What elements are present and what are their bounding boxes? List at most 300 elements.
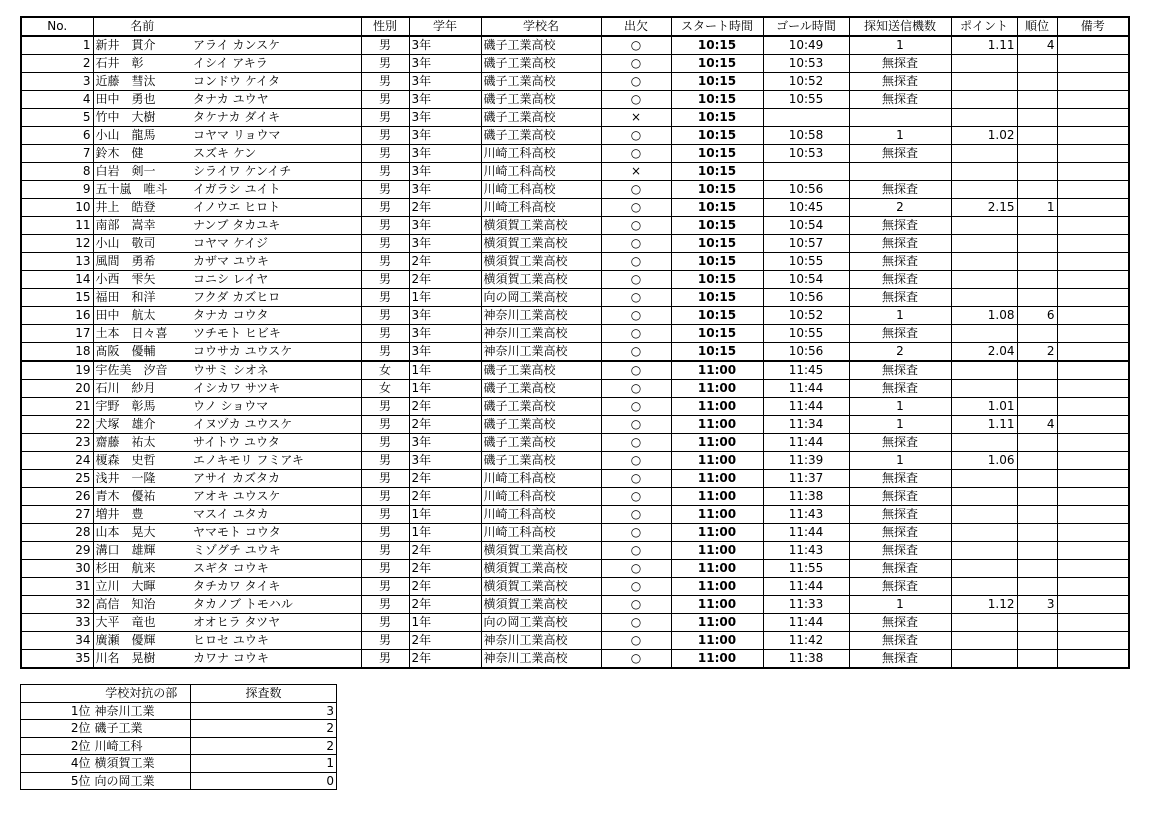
cell-attendance: ○ — [601, 36, 671, 55]
cell-transmitters: 1 — [849, 416, 951, 434]
cell-points: 1.12 — [951, 596, 1017, 614]
table-row — [21, 325, 1129, 343]
cell-goal: 10:53 — [763, 55, 849, 73]
table-row — [21, 542, 1129, 560]
cell-attendance: ○ — [601, 361, 671, 380]
cell-no: 33 — [21, 614, 93, 632]
cell-notes — [1057, 163, 1129, 181]
cell-rank — [1017, 434, 1057, 452]
table-row — [21, 73, 1129, 91]
cell-no: 28 — [21, 524, 93, 542]
cell-rank — [1017, 488, 1057, 506]
cell-kana: シライワ ケンイチ — [191, 163, 361, 181]
cell-school: 川崎工科高校 — [481, 524, 601, 542]
cell-name: 風間 勇希 — [93, 253, 191, 271]
table-row — [21, 181, 1129, 199]
cell-no: 11 — [21, 217, 93, 235]
cell-notes — [1057, 343, 1129, 362]
table-row — [21, 596, 1129, 614]
cell-kana: アサイ カズタカ — [191, 470, 361, 488]
table-row — [21, 109, 1129, 127]
cell-name: 立川 大暉 — [93, 578, 191, 596]
cell-kana: イガラシ ユイト — [191, 181, 361, 199]
cell-rank — [1017, 398, 1057, 416]
cell-name: 小西 雫矢 — [93, 271, 191, 289]
cell-attendance: ○ — [601, 343, 671, 362]
cell-grade: 2年 — [409, 488, 481, 506]
cell-goal: 10:57 — [763, 235, 849, 253]
table-row — [21, 145, 1129, 163]
school-cell-school: 磯子工業 — [93, 720, 191, 738]
cell-school: 川崎工科高校 — [481, 199, 601, 217]
cell-school: 川崎工科高校 — [481, 145, 601, 163]
cell-no: 19 — [21, 361, 93, 380]
cell-school: 磯子工業高校 — [481, 91, 601, 109]
cell-points — [951, 434, 1017, 452]
cell-transmitters: 2 — [849, 343, 951, 362]
school-ranking-body — [21, 702, 337, 790]
cell-rank: 4 — [1017, 416, 1057, 434]
table-row — [21, 55, 1129, 73]
cell-school: 磯子工業高校 — [481, 416, 601, 434]
cell-school: 神奈川工業高校 — [481, 632, 601, 650]
cell-goal: 11:37 — [763, 470, 849, 488]
cell-grade: 1年 — [409, 524, 481, 542]
table-row — [21, 560, 1129, 578]
cell-rank — [1017, 632, 1057, 650]
cell-grade: 2年 — [409, 470, 481, 488]
cell-points — [951, 488, 1017, 506]
table-row — [21, 632, 1129, 650]
cell-transmitters: 無探査 — [849, 542, 951, 560]
cell-start: 11:00 — [671, 506, 763, 524]
cell-transmitters: 無探査 — [849, 55, 951, 73]
cell-grade: 2年 — [409, 650, 481, 669]
cell-points — [951, 289, 1017, 307]
cell-transmitters: 1 — [849, 596, 951, 614]
cell-attendance: ○ — [601, 596, 671, 614]
cell-notes — [1057, 470, 1129, 488]
cell-points: 1.01 — [951, 398, 1017, 416]
cell-school: 磯子工業高校 — [481, 73, 601, 91]
cell-goal: 10:49 — [763, 36, 849, 55]
cell-school: 横須賀工業高校 — [481, 271, 601, 289]
cell-start: 11:00 — [671, 434, 763, 452]
cell-no: 5 — [21, 109, 93, 127]
cell-start: 11:00 — [671, 614, 763, 632]
cell-transmitters: 無探査 — [849, 578, 951, 596]
cell-points — [951, 361, 1017, 380]
cell-name: 五十嵐 唯斗 — [93, 181, 191, 199]
cell-points — [951, 650, 1017, 669]
table-row — [21, 163, 1129, 181]
cell-rank: 3 — [1017, 596, 1057, 614]
cell-transmitters: 1 — [849, 452, 951, 470]
cell-grade: 3年 — [409, 307, 481, 325]
cell-name: 宇野 彰馬 — [93, 398, 191, 416]
cell-no: 10 — [21, 199, 93, 217]
cell-attendance: ○ — [601, 325, 671, 343]
cell-attendance: ○ — [601, 434, 671, 452]
cell-start: 11:00 — [671, 650, 763, 669]
table-row — [21, 253, 1129, 271]
school-cell-school: 横須賀工業 — [93, 755, 191, 773]
cell-name: 田中 航太 — [93, 307, 191, 325]
cell-no: 26 — [21, 488, 93, 506]
cell-notes — [1057, 55, 1129, 73]
cell-kana: イシカワ サツキ — [191, 380, 361, 398]
cell-gender: 男 — [361, 614, 409, 632]
cell-notes — [1057, 271, 1129, 289]
cell-points — [951, 524, 1017, 542]
cell-school: 川崎工科高校 — [481, 488, 601, 506]
cell-grade: 2年 — [409, 596, 481, 614]
cell-gender: 男 — [361, 578, 409, 596]
cell-attendance: ○ — [601, 217, 671, 235]
cell-rank: 1 — [1017, 199, 1057, 217]
cell-start: 11:00 — [671, 452, 763, 470]
cell-grade: 1年 — [409, 289, 481, 307]
cell-school: 横須賀工業高校 — [481, 253, 601, 271]
cell-rank — [1017, 91, 1057, 109]
cell-notes — [1057, 380, 1129, 398]
cell-grade: 3年 — [409, 181, 481, 199]
cell-transmitters — [849, 109, 951, 127]
cell-notes — [1057, 145, 1129, 163]
cell-rank — [1017, 542, 1057, 560]
cell-start: 10:15 — [671, 109, 763, 127]
cell-gender: 男 — [361, 416, 409, 434]
cell-school: 向の岡工業高校 — [481, 614, 601, 632]
cell-transmitters: 1 — [849, 36, 951, 55]
cell-goal: 10:45 — [763, 199, 849, 217]
cell-rank — [1017, 289, 1057, 307]
cell-start: 11:00 — [671, 416, 763, 434]
cell-attendance: ○ — [601, 199, 671, 217]
cell-goal: 10:56 — [763, 181, 849, 199]
cell-name: 石井 彰 — [93, 55, 191, 73]
cell-grade: 1年 — [409, 506, 481, 524]
cell-transmitters: 無探査 — [849, 289, 951, 307]
cell-points — [951, 542, 1017, 560]
cell-attendance: ○ — [601, 398, 671, 416]
cell-grade: 2年 — [409, 560, 481, 578]
table-row — [21, 470, 1129, 488]
cell-kana: スギタ コウキ — [191, 560, 361, 578]
cell-notes — [1057, 235, 1129, 253]
cell-points — [951, 271, 1017, 289]
cell-goal: 11:34 — [763, 416, 849, 434]
cell-gender: 男 — [361, 289, 409, 307]
cell-notes — [1057, 307, 1129, 325]
cell-gender: 男 — [361, 127, 409, 145]
cell-school: 川崎工科高校 — [481, 470, 601, 488]
cell-points — [951, 253, 1017, 271]
cell-name: 土本 日々喜 — [93, 325, 191, 343]
cell-start: 10:15 — [671, 55, 763, 73]
table-row — [21, 36, 1129, 55]
cell-start: 11:00 — [671, 596, 763, 614]
cell-attendance: ○ — [601, 145, 671, 163]
school-cell-rank: 5位 — [21, 772, 93, 790]
cell-start: 10:15 — [671, 253, 763, 271]
cell-attendance: ○ — [601, 488, 671, 506]
table-row — [21, 91, 1129, 109]
cell-transmitters: 無探査 — [849, 632, 951, 650]
cell-no: 22 — [21, 416, 93, 434]
cell-transmitters: 無探査 — [849, 145, 951, 163]
cell-school: 横須賀工業高校 — [481, 596, 601, 614]
cell-kana: マスイ ユタカ — [191, 506, 361, 524]
cell-gender: 男 — [361, 542, 409, 560]
cell-start: 10:15 — [671, 145, 763, 163]
cell-transmitters: 無探査 — [849, 470, 951, 488]
cell-start: 11:00 — [671, 578, 763, 596]
cell-name: 石川 紗月 — [93, 380, 191, 398]
school-cell-school: 川崎工科 — [93, 737, 191, 755]
cell-gender: 男 — [361, 398, 409, 416]
cell-kana: アオキ ユウスケ — [191, 488, 361, 506]
table-row — [21, 650, 1129, 669]
cell-attendance: ○ — [601, 380, 671, 398]
cell-name: 竹中 大樹 — [93, 109, 191, 127]
cell-points — [951, 73, 1017, 91]
cell-school: 横須賀工業高校 — [481, 217, 601, 235]
cell-name: 井上 皓登 — [93, 199, 191, 217]
cell-grade: 3年 — [409, 452, 481, 470]
results-body — [21, 36, 1129, 668]
cell-points — [951, 235, 1017, 253]
cell-kana: オオヒラ タツヤ — [191, 614, 361, 632]
header-gender: 性別 — [361, 17, 409, 36]
cell-gender: 男 — [361, 488, 409, 506]
cell-start: 11:00 — [671, 398, 763, 416]
header-attendance: 出欠 — [601, 17, 671, 36]
cell-start: 10:15 — [671, 127, 763, 145]
cell-notes — [1057, 488, 1129, 506]
cell-gender: 男 — [361, 307, 409, 325]
cell-goal: 10:55 — [763, 253, 849, 271]
cell-kana: アライ カンスケ — [191, 36, 361, 55]
cell-notes — [1057, 398, 1129, 416]
cell-goal: 11:44 — [763, 380, 849, 398]
cell-goal: 11:43 — [763, 506, 849, 524]
table-row — [21, 199, 1129, 217]
cell-rank — [1017, 127, 1057, 145]
cell-goal: 11:33 — [763, 596, 849, 614]
table-row — [21, 614, 1129, 632]
cell-notes — [1057, 199, 1129, 217]
cell-kana: タナカ ユウヤ — [191, 91, 361, 109]
cell-rank: 2 — [1017, 343, 1057, 362]
cell-points — [951, 181, 1017, 199]
cell-name: 杉田 航来 — [93, 560, 191, 578]
cell-notes — [1057, 452, 1129, 470]
cell-points: 1.08 — [951, 307, 1017, 325]
cell-attendance: ○ — [601, 506, 671, 524]
cell-name: 福田 和洋 — [93, 289, 191, 307]
cell-kana: ウノ ショウマ — [191, 398, 361, 416]
cell-attendance: ○ — [601, 632, 671, 650]
cell-attendance: ○ — [601, 91, 671, 109]
school-cell-school: 向の岡工業 — [93, 772, 191, 790]
table-row — [21, 235, 1129, 253]
cell-start: 11:00 — [671, 361, 763, 380]
cell-grade: 2年 — [409, 398, 481, 416]
cell-start: 11:00 — [671, 380, 763, 398]
cell-points: 1.11 — [951, 36, 1017, 55]
cell-attendance: ○ — [601, 524, 671, 542]
header-name: 名前 — [93, 17, 191, 36]
cell-school: 川崎工科高校 — [481, 181, 601, 199]
cell-grade: 3年 — [409, 109, 481, 127]
cell-school: 磯子工業高校 — [481, 55, 601, 73]
cell-kana: タケナカ ダイキ — [191, 109, 361, 127]
cell-grade: 3年 — [409, 73, 481, 91]
cell-no: 3 — [21, 73, 93, 91]
cell-rank — [1017, 163, 1057, 181]
cell-goal: 11:44 — [763, 398, 849, 416]
cell-attendance: ○ — [601, 289, 671, 307]
header-transmitters: 探知送信機数 — [849, 17, 951, 36]
cell-kana: タナカ コウタ — [191, 307, 361, 325]
table-row — [21, 452, 1129, 470]
cell-name: 近藤 彗汰 — [93, 73, 191, 91]
table-row — [21, 398, 1129, 416]
cell-transmitters: 無探査 — [849, 380, 951, 398]
cell-kana: ナンブ タカユキ — [191, 217, 361, 235]
cell-grade: 2年 — [409, 632, 481, 650]
cell-no: 18 — [21, 343, 93, 362]
school-cell-rank: 1位 — [21, 702, 93, 720]
school-row — [21, 737, 337, 755]
cell-rank — [1017, 55, 1057, 73]
cell-no: 25 — [21, 470, 93, 488]
cell-notes — [1057, 596, 1129, 614]
cell-gender: 男 — [361, 36, 409, 55]
cell-points — [951, 145, 1017, 163]
cell-kana: フクダ カズヒロ — [191, 289, 361, 307]
cell-attendance: ○ — [601, 127, 671, 145]
school-row — [21, 755, 337, 773]
school-cell-rank: 4位 — [21, 755, 93, 773]
cell-rank — [1017, 325, 1057, 343]
cell-gender: 男 — [361, 452, 409, 470]
cell-attendance: ○ — [601, 560, 671, 578]
cell-rank — [1017, 271, 1057, 289]
cell-start: 10:15 — [671, 199, 763, 217]
header-no: No. — [21, 17, 93, 36]
cell-goal: 10:52 — [763, 73, 849, 91]
school-header-section: 学校対抗の部 — [93, 685, 191, 703]
table-row — [21, 217, 1129, 235]
cell-kana: コヤマ リョウマ — [191, 127, 361, 145]
cell-start: 10:15 — [671, 36, 763, 55]
school-header-rank — [21, 685, 93, 703]
cell-start: 11:00 — [671, 524, 763, 542]
cell-school: 横須賀工業高校 — [481, 578, 601, 596]
cell-goal: 10:56 — [763, 289, 849, 307]
header-goal: ゴール時間 — [763, 17, 849, 36]
cell-points — [951, 55, 1017, 73]
cell-rank — [1017, 560, 1057, 578]
cell-notes — [1057, 36, 1129, 55]
cell-notes — [1057, 416, 1129, 434]
cell-goal: 11:44 — [763, 578, 849, 596]
table-row — [21, 361, 1129, 380]
cell-no: 27 — [21, 506, 93, 524]
cell-rank — [1017, 614, 1057, 632]
cell-notes — [1057, 524, 1129, 542]
cell-name: 青木 優祐 — [93, 488, 191, 506]
cell-notes — [1057, 560, 1129, 578]
cell-goal: 11:38 — [763, 488, 849, 506]
cell-kana: イヌヅカ ユウスケ — [191, 416, 361, 434]
cell-start: 10:15 — [671, 91, 763, 109]
cell-grade: 3年 — [409, 235, 481, 253]
cell-notes — [1057, 434, 1129, 452]
cell-gender: 男 — [361, 470, 409, 488]
header-rank: 順位 — [1017, 17, 1057, 36]
cell-rank — [1017, 253, 1057, 271]
cell-no: 16 — [21, 307, 93, 325]
cell-kana: ミゾグチ ユウキ — [191, 542, 361, 560]
cell-grade: 3年 — [409, 434, 481, 452]
cell-name: 新井 貫介 — [93, 36, 191, 55]
cell-transmitters: 無探査 — [849, 650, 951, 669]
cell-points — [951, 109, 1017, 127]
cell-gender: 女 — [361, 380, 409, 398]
cell-rank — [1017, 380, 1057, 398]
cell-gender: 男 — [361, 91, 409, 109]
cell-rank — [1017, 235, 1057, 253]
cell-start: 10:15 — [671, 289, 763, 307]
cell-school: 横須賀工業高校 — [481, 542, 601, 560]
cell-grade: 2年 — [409, 542, 481, 560]
cell-kana: コニシ レイヤ — [191, 271, 361, 289]
cell-grade: 3年 — [409, 343, 481, 362]
cell-name: 榎森 史哲 — [93, 452, 191, 470]
cell-goal: 11:44 — [763, 614, 849, 632]
cell-start: 11:00 — [671, 542, 763, 560]
cell-notes — [1057, 253, 1129, 271]
cell-no: 34 — [21, 632, 93, 650]
cell-name: 増井 豊 — [93, 506, 191, 524]
cell-name: 髙阪 優輔 — [93, 343, 191, 362]
cell-no: 23 — [21, 434, 93, 452]
header-row — [21, 17, 1129, 36]
cell-goal: 10:58 — [763, 127, 849, 145]
table-row — [21, 416, 1129, 434]
cell-gender: 男 — [361, 632, 409, 650]
cell-goal: 11:44 — [763, 524, 849, 542]
cell-grade: 3年 — [409, 145, 481, 163]
cell-attendance: × — [601, 109, 671, 127]
cell-notes — [1057, 578, 1129, 596]
school-cell-count: 3 — [191, 702, 337, 720]
cell-gender: 男 — [361, 181, 409, 199]
cell-school: 川崎工科高校 — [481, 506, 601, 524]
cell-rank — [1017, 109, 1057, 127]
cell-kana: イシイ アキラ — [191, 55, 361, 73]
cell-goal: 11:45 — [763, 361, 849, 380]
school-cell-count: 1 — [191, 755, 337, 773]
cell-kana: コンドウ ケイタ — [191, 73, 361, 91]
cell-transmitters: 無探査 — [849, 434, 951, 452]
header-points: ポイント — [951, 17, 1017, 36]
cell-transmitters — [849, 163, 951, 181]
cell-transmitters: 無探査 — [849, 488, 951, 506]
